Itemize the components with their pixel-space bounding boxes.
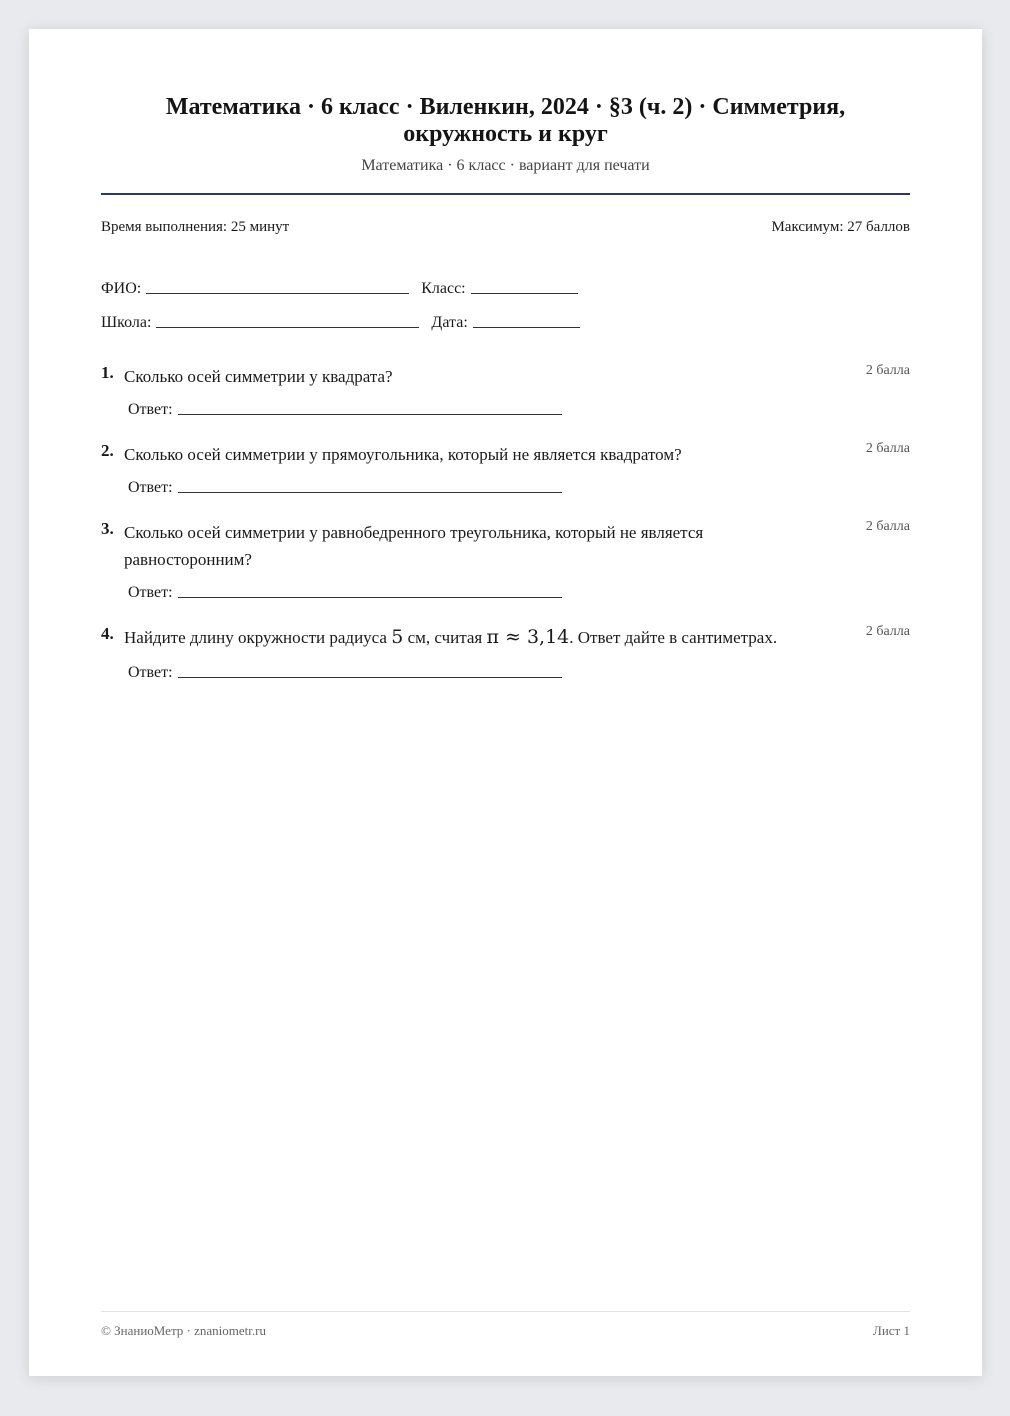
page-title: Математика · 6 класс · Виленкин, 2024 · §3 (ч. 2) · Симметрия, окружность и круг — [165, 94, 846, 147]
footer-copyright: © ЗнаниоМетр · znaniometr.ru — [101, 1323, 266, 1338]
answer-field-1[interactable] — [178, 413, 562, 415]
student-fields-row-1 — [101, 280, 590, 298]
question-number: 4. — [101, 624, 114, 643]
footer-divider — [101, 1311, 910, 1312]
question-text-part: Найдите длину окружности радиуса — [124, 628, 387, 647]
date-label: Дата: — [431, 314, 468, 331]
answer-label: Ответ: — [128, 479, 173, 496]
class-label: Класс: — [421, 280, 466, 297]
header-divider — [101, 193, 910, 195]
question-number: 3. — [101, 519, 114, 538]
question-number: 1. — [101, 363, 114, 382]
question-text-part: см, считая — [407, 628, 483, 647]
answer-label: Ответ: — [128, 401, 173, 418]
question-points: 2 балла — [865, 519, 910, 534]
school-field[interactable] — [156, 326, 419, 328]
worksheet-page — [29, 29, 982, 1376]
answer-label: Ответ: — [128, 664, 173, 681]
question-text: Сколько осей симметрии у равнобедренного треугольника, который не является равносторонним? — [124, 523, 704, 569]
date-field[interactable] — [473, 326, 580, 328]
question-text: Сколько осей симметрии у квадрата? — [124, 367, 393, 386]
school-label: Школа: — [101, 314, 152, 331]
max-score: Максимум: 27 баллов — [771, 219, 910, 235]
answer-field-3[interactable] — [178, 596, 562, 598]
student-fields-row-2 — [101, 314, 592, 332]
fio-field[interactable] — [146, 292, 409, 294]
question-number: 2. — [101, 441, 114, 460]
time-limit: Время выполнения: 25 минут — [101, 219, 290, 235]
math-radius: 5 — [391, 626, 404, 648]
question-points: 2 балла — [865, 624, 910, 639]
fio-label: ФИО: — [101, 280, 142, 297]
page-number: Лист 1 — [873, 1323, 910, 1338]
question-text-part: . Ответ дайте в сантиметрах. — [569, 628, 778, 647]
class-field[interactable] — [471, 292, 578, 294]
question-text: Сколько осей симметрии у прямоугольника, который не является квадратом? — [124, 445, 682, 464]
answer-label: Ответ: — [128, 584, 173, 601]
answer-row-3 — [128, 584, 574, 602]
answer-field-2[interactable] — [178, 491, 562, 493]
answer-row-1 — [128, 401, 574, 419]
math-pi-approx: π ≈ 3,14 — [486, 626, 570, 648]
answer-row-4 — [128, 664, 574, 682]
question-text — [124, 624, 824, 651]
question-points: 2 балла — [865, 363, 910, 378]
page-content — [101, 29, 910, 1376]
question-points: 2 балла — [865, 441, 910, 456]
answer-row-2 — [128, 479, 574, 497]
page-subtitle: Математика · 6 класс · вариант для печати — [361, 157, 650, 174]
answer-field-4[interactable] — [178, 676, 562, 678]
